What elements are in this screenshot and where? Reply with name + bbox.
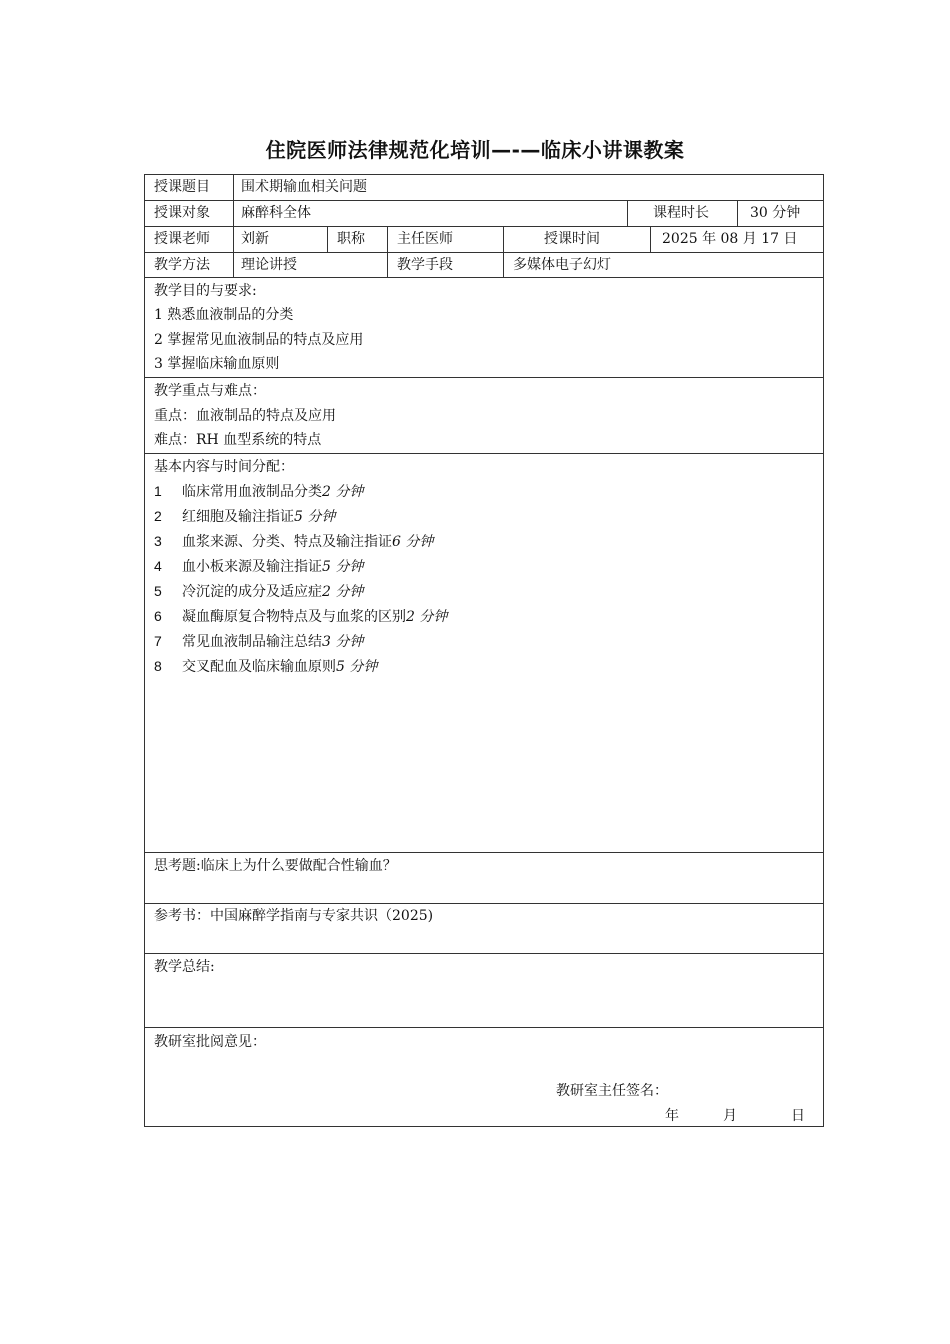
teacher-value: 刘新	[241, 231, 269, 247]
topic-value: 围术期输血相关问题	[241, 179, 367, 195]
content-item	[154, 654, 377, 680]
keypoints-heading: 教学重点与难点：	[154, 383, 266, 399]
row-divider	[144, 453, 824, 454]
means-label: 教学手段	[397, 257, 453, 273]
content-item	[154, 504, 335, 530]
reference: 参考书：中国麻醉学指南与专家共识（2025)	[154, 908, 434, 924]
summary-label: 教学总结:	[154, 959, 215, 975]
row-divider	[144, 953, 824, 954]
content-item	[154, 629, 363, 655]
content-item-text: 常见血液制品输注总结	[182, 634, 322, 650]
column-divider	[233, 174, 234, 277]
means-value: 多媒体电子幻灯	[513, 257, 611, 273]
content-item-number: 8	[154, 658, 162, 674]
keypoint-difficulty: 难点：RH 血型系统的特点	[154, 432, 322, 448]
content-item-time: 2 分钟	[322, 484, 364, 500]
signature-label: 教研室主任签名：	[556, 1083, 668, 1099]
content-heading: 基本内容与时间分配：	[154, 459, 294, 475]
content-item	[154, 554, 363, 580]
column-divider	[737, 200, 738, 226]
audience-label: 授课对象	[154, 205, 210, 221]
date-label: 授课时间	[544, 231, 600, 247]
method-value: 理论讲授	[241, 257, 297, 273]
content-item-text: 血浆来源、分类、特点及输注指证	[182, 534, 392, 550]
teacher-label: 授课老师	[154, 231, 210, 247]
content-item-number: 7	[154, 633, 162, 649]
content-item-text: 交叉配血及临床输血原则	[182, 659, 336, 675]
column-divider	[650, 226, 651, 252]
objectives-heading: 教学目的与要求:	[154, 283, 257, 299]
content-item-text: 红细胞及输注指证	[182, 509, 294, 525]
page-title: 住院医师法律规范化培训—-—临床小讲课教案	[265, 138, 685, 162]
content-item-number: 6	[154, 608, 162, 624]
column-divider	[503, 226, 504, 277]
audience-value: 麻醉科全体	[241, 205, 311, 221]
objective-item: 1 熟悉血液制品的分类	[154, 307, 294, 323]
duration-value: 30 分钟	[750, 205, 801, 221]
content-item-time: 2 分钟	[406, 609, 448, 625]
row-divider	[144, 1027, 824, 1028]
column-divider	[387, 226, 388, 277]
content-item-text: 冷沉淀的成分及适应症	[182, 584, 322, 600]
content-item-number: 5	[154, 583, 162, 599]
content-item-time: 5 分钟	[322, 559, 364, 575]
content-item	[154, 604, 447, 630]
content-item-number: 4	[154, 558, 162, 574]
row-divider	[144, 377, 824, 378]
content-item-text: 临床常用血液制品分类	[182, 484, 322, 500]
date-month: 月	[723, 1108, 737, 1124]
content-item	[154, 479, 363, 505]
rank-value: 主任医师	[397, 231, 453, 247]
rank-label: 职称	[337, 231, 365, 247]
date-day: 日	[791, 1108, 805, 1124]
objective-item: 2 掌握常见血液制品的特点及应用	[154, 332, 364, 348]
question: 思考题:临床上为什么要做配合性输血？	[154, 858, 397, 874]
row-divider	[144, 852, 824, 853]
review-label: 教研室批阅意见：	[154, 1034, 266, 1050]
content-item-time: 5 分钟	[336, 659, 378, 675]
content-item-time: 5 分钟	[294, 509, 336, 525]
content-item	[154, 579, 363, 605]
topic-label: 授课题目	[154, 179, 210, 195]
date-value: 2025 年 08 月 17 日	[662, 231, 798, 247]
method-label: 教学方法	[154, 257, 210, 273]
content-item-number: 2	[154, 508, 162, 524]
content-item	[154, 529, 433, 555]
content-item-time: 2 分钟	[322, 584, 364, 600]
content-item-number: 1	[154, 483, 162, 499]
content-item-number: 3	[154, 533, 162, 549]
objective-item: 3 掌握临床输血原则	[154, 356, 280, 372]
column-divider	[627, 200, 628, 226]
content-item-text: 血小板来源及输注指证	[182, 559, 322, 575]
date-year: 年	[665, 1108, 679, 1124]
column-divider	[327, 226, 328, 252]
keypoint-focus: 重点：血液制品的特点及应用	[154, 408, 336, 424]
duration-label: 课程时长	[653, 205, 709, 221]
content-item-time: 6 分钟	[392, 534, 434, 550]
content-item-time: 3 分钟	[322, 634, 364, 650]
content-item-text: 凝血酶原复合物特点及与血浆的区别	[182, 609, 406, 625]
